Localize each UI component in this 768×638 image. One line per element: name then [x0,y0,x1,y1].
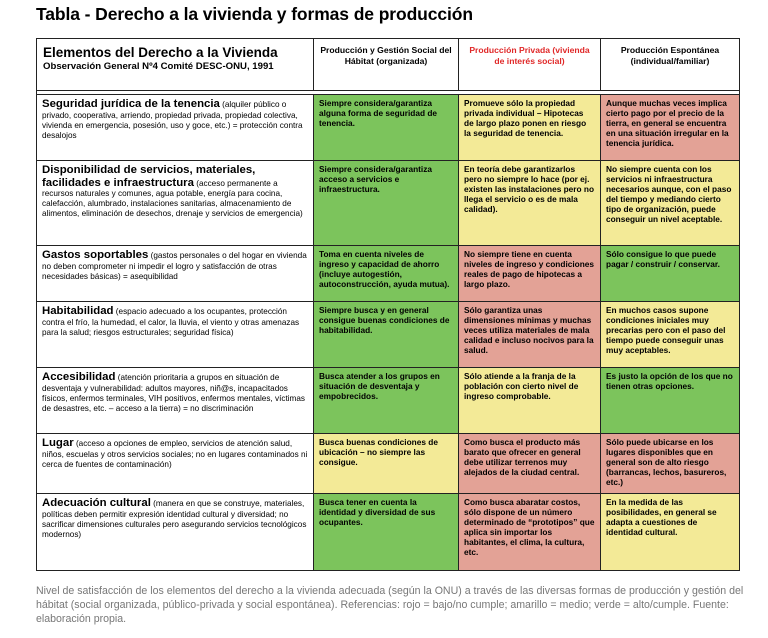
element-name: Seguridad jurídica de la tenencia [42,98,220,110]
social-cell: Toma en cuenta niveles de ingreso y capacidad de ahorro (incluye autogestión, autoconstrucción, ayuda mutua). [314,246,459,302]
espontanea-cell: Sólo consigue lo que puede pagar / construir / conservar. [601,246,740,302]
social-cell: Busca buenas condiciones de ubicación – no siempre las consigue. [314,434,459,494]
element-cell [37,302,314,368]
table-row [37,494,740,571]
espontanea-cell: Es justo la opción de los que no tienen otras opciones. [601,368,740,434]
housing-rights-table [36,38,740,571]
element-cell [37,95,314,161]
col-header-espontanea: Producción Espontánea (individual/familiar) [601,39,740,91]
element-description: (acceso permanente a recursos naturales y comunes, agua potable, energía para cocina, calefacción, alumbrado, instalaciones sanitarias, almacenamiento de alimentos, eliminación de desechos, drenaje y servicios de emergencia) [42,178,303,219]
table-row [37,368,740,434]
social-cell: Siempre considera/garantiza alguna forma de seguridad de tenencia. [314,95,459,161]
element-description: (acceso a opciones de empleo, servicios de atención salud, niños, escuelas y otros servicios sociales; no en lugares contaminados ni cerca de fuentes de contaminación) [42,439,308,469]
table-row [37,95,740,161]
element-name: Gastos soportables [42,249,149,261]
element-description: (atención prioritaria a grupos en situación de desventaja y vulnerabilidad: adultos mayores, niñ@s, incapacitados físicos, enfermos terminales, VIH positivos, enfermos mentales, víctimas de desastres, etc. – acceso a la tierra) = no discriminación [42,373,305,413]
element-description: (espacio adecuado a los ocupantes, protección contra el frío, la humedad, el calor, la lluvia, el viento y otras amenazas para la salud; riesgos estructurales; seguridad física) [42,307,300,337]
element-cell [37,368,314,434]
element-name: Adecuación cultural [42,497,151,509]
espontanea-cell: En muchos casos supone condiciones iniciales muy precarias pero con el paso del tiempo puede conseguir unas muy aceptables. [601,302,740,368]
table-row [37,434,740,494]
element-cell [37,161,314,246]
col-header-social: Producción y Gestión Social del Hábitat (organizada) [314,39,459,91]
col-header-privada: Producción Privada (vivienda de interés social) [459,39,601,91]
social-cell: Busca tener en cuenta la identidad y diversidad de sus ocupantes. [314,494,459,571]
table-row [37,246,740,302]
privada-cell: No siempre tiene en cuenta niveles de ingreso y condiciones reales de pago de hipotecas a largo plazo. [459,246,601,302]
element-cell [37,434,314,494]
document-title: Tabla - Derecho a la vivienda y formas de producción [36,4,473,24]
espontanea-cell: Aunque muchas veces implica cierto pago por el precio de la tierra, en general se encuentra en una situación irregular en la tenencia jurídica. [601,95,740,161]
elements-subtitle: Observación General Nº4 Comité DESC-ONU, 1991 [43,61,274,72]
privada-cell: Sólo atiende a la franja de la población con cierto nivel de ingreso comprobable. [459,368,601,434]
element-name: Disponibilidad de servicios, materiales, facilidades e infraestructura [42,164,256,189]
table-header-row [37,39,740,91]
privada-cell: Sólo garantiza unas dimensiones mínimas y muchas veces utiliza materiales de mala calidad e incluso nocivos para la salud. [459,302,601,368]
element-cell [37,494,314,571]
privada-cell: Promueve sólo la propiedad privada individual – Hipotecas de largo plazo ponen en riesgo la seguridad de tenencia. [459,95,601,161]
privada-cell: En teoría debe garantizarlos pero no siempre lo hace (por ej. existen las instalaciones pero no llega el servicio o es de mala calidad). [459,161,601,246]
elements-header [37,39,314,91]
privada-cell: Como busca abaratar costos, sólo dispone de un número determinado de “prototipos” que aplica sin importar los habitantes, el clima, la cultura, etc. [459,494,601,571]
espontanea-cell: Sólo puede ubicarse en los lugares disponibles que en general son de alto riesgo (barrancas, lechos, basureros, etc.) [601,434,740,494]
espontanea-cell: En la medida de las posibilidades, en general se adapta a cuestiones de identidad cultural. [601,494,740,571]
social-cell: Siempre busca y en general consigue buenas condiciones de habitabilidad. [314,302,459,368]
element-description: (alquiler público o privado, cooperativa, arriendo, propiedad privada, propiedad colectiva, vivienda en emergencia, posesión, uso y goce, etc.) = protección contra desalojos [42,100,303,140]
table-caption: Nivel de satisfacción de los elementos del derecho a la vivienda adecuada (según la ONU) a través de las diversas formas de producción y gestión del hábitat (social organizada, público-privada y social espontánea). Referencias: rojo = bajo/no cumple; amarillo = medio; verde = alto/cumple. Fuente: elaboración propia. [36,585,744,625]
element-description: (manera en que se construye, materiales, políticas deben permitir expresión identidad cultural y diversidad; no sacrificar dimensiones culturales pero asegurando servicios tecnológicos modernos) [42,499,307,539]
espontanea-cell: No siempre cuenta con los servicios ni infraestructura necesarios aunque, con el paso del tiempo y mediando cierto tipo de organización, puede conseguir un nivel aceptable. [601,161,740,246]
social-cell: Siempre considera/garantiza acceso a servicios e infraestructura. [314,161,459,246]
element-name: Lugar [42,437,74,449]
element-cell [37,246,314,302]
table-row [37,161,740,246]
element-description: (gastos personales o del hogar en vivienda no deben comprometer ni impedir el logro y satisfacción de otras necesidades básicas) = asequibilidad [42,251,307,281]
table-row [37,302,740,368]
social-cell: Busca atender a los grupos en situación de desventaja y empobrecidos. [314,368,459,434]
privada-cell: Como busca el producto más barato que ofrecer en general debe utilizar terrenos muy alejados de la ciudad central. [459,434,601,494]
element-name: Habitabilidad [42,305,114,317]
elements-title: Elementos del Derecho a la Vivienda [43,45,278,60]
element-name: Accesibilidad [42,371,116,383]
